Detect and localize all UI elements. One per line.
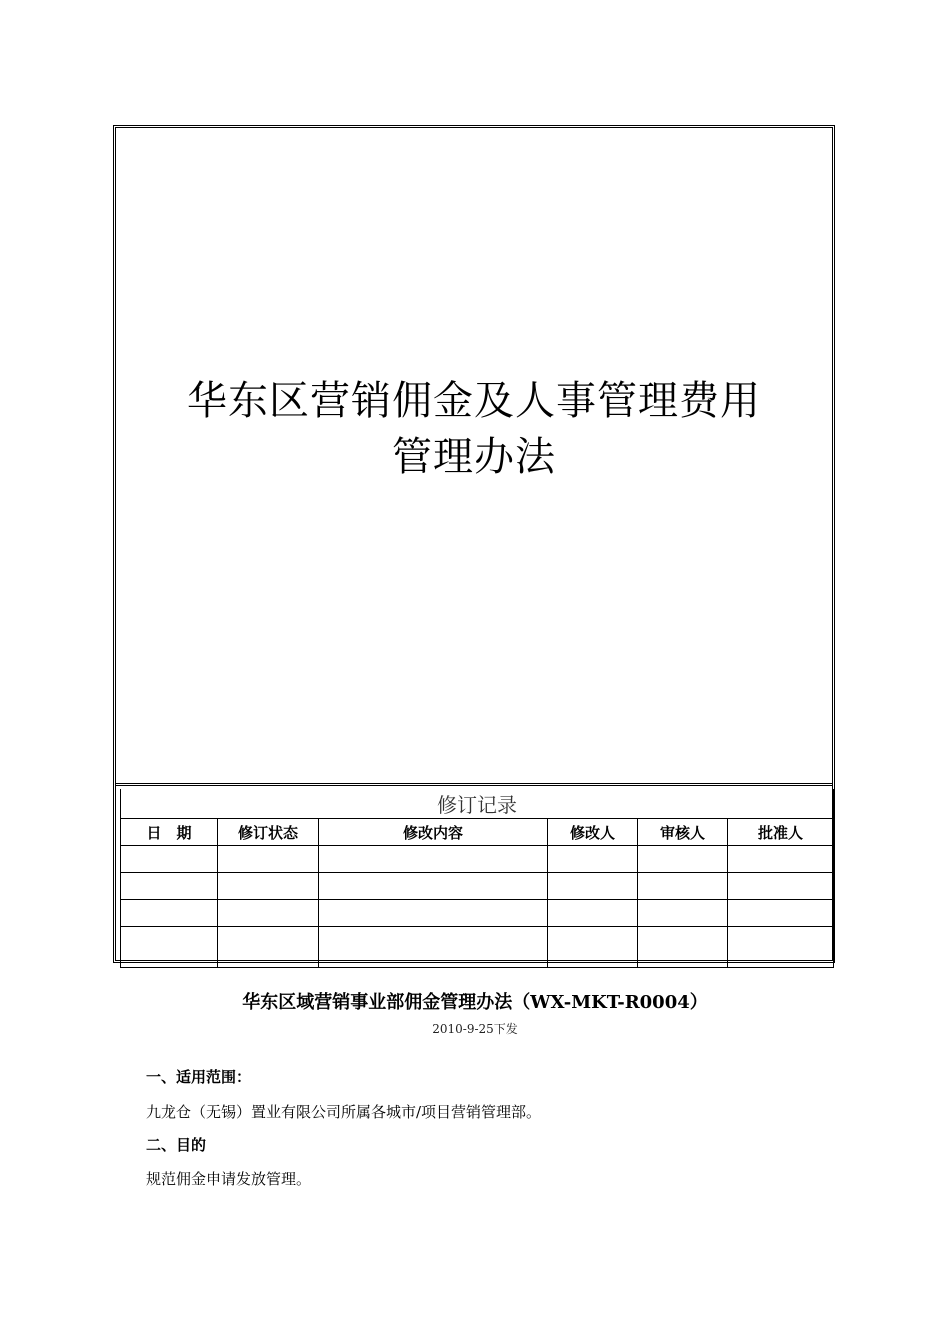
table-cell (638, 900, 728, 927)
document-title: 华东区域营销事业部佣金管理办法（WX-MKT-R0004） (242, 992, 708, 1013)
table-cell (728, 873, 834, 900)
table-cell (728, 846, 834, 873)
table-row (121, 927, 834, 968)
table-cell (218, 927, 319, 968)
header-change-content: 修改内容 (319, 819, 548, 846)
table-cell (218, 846, 319, 873)
table-cell (319, 873, 548, 900)
table-cell (319, 846, 548, 873)
section-2-text: 规范佣金申请发放管理。 (146, 1170, 312, 1188)
cover-frame (113, 125, 835, 963)
table-cell (319, 900, 548, 927)
revision-divider (116, 783, 832, 786)
table-cell (548, 927, 638, 968)
table-row (121, 873, 834, 900)
table-cell (548, 900, 638, 927)
table-cell (218, 873, 319, 900)
table-cell (121, 900, 218, 927)
section-1-heading: 一、适用范围： (146, 1068, 252, 1086)
cover-title-line-2: 管理办法 (392, 434, 556, 480)
table-cell (728, 900, 834, 927)
cover-title (116, 373, 832, 485)
cover-title-line-1: 华东区营销佣金及人事管理费用 (187, 378, 761, 424)
issue-date: 2010-9-25下发 (432, 1022, 518, 1036)
table-row (121, 900, 834, 927)
header-approver: 批准人 (728, 819, 834, 846)
revision-table (120, 789, 834, 968)
table-cell (638, 927, 728, 968)
table-cell (638, 846, 728, 873)
table-cell (121, 927, 218, 968)
table-cell (319, 927, 548, 968)
section-1-text: 九龙仓（无锡）置业有限公司所属各城市/项目营销管理部。 (146, 1103, 542, 1121)
table-cell (121, 846, 218, 873)
table-cell (728, 927, 834, 968)
table-cell (121, 873, 218, 900)
revision-table-header (121, 819, 834, 846)
table-cell (548, 846, 638, 873)
table-row (121, 846, 834, 873)
header-revision-status: 修订状态 (218, 819, 319, 846)
header-date: 日 期 (121, 819, 218, 846)
revision-table-caption: 修订记录 (121, 789, 834, 819)
table-cell (548, 873, 638, 900)
table-cell (638, 873, 728, 900)
header-modifier: 修改人 (548, 819, 638, 846)
header-reviewer: 审核人 (638, 819, 728, 846)
section-2-heading: 二、目的 (146, 1136, 207, 1154)
table-cell (218, 900, 319, 927)
